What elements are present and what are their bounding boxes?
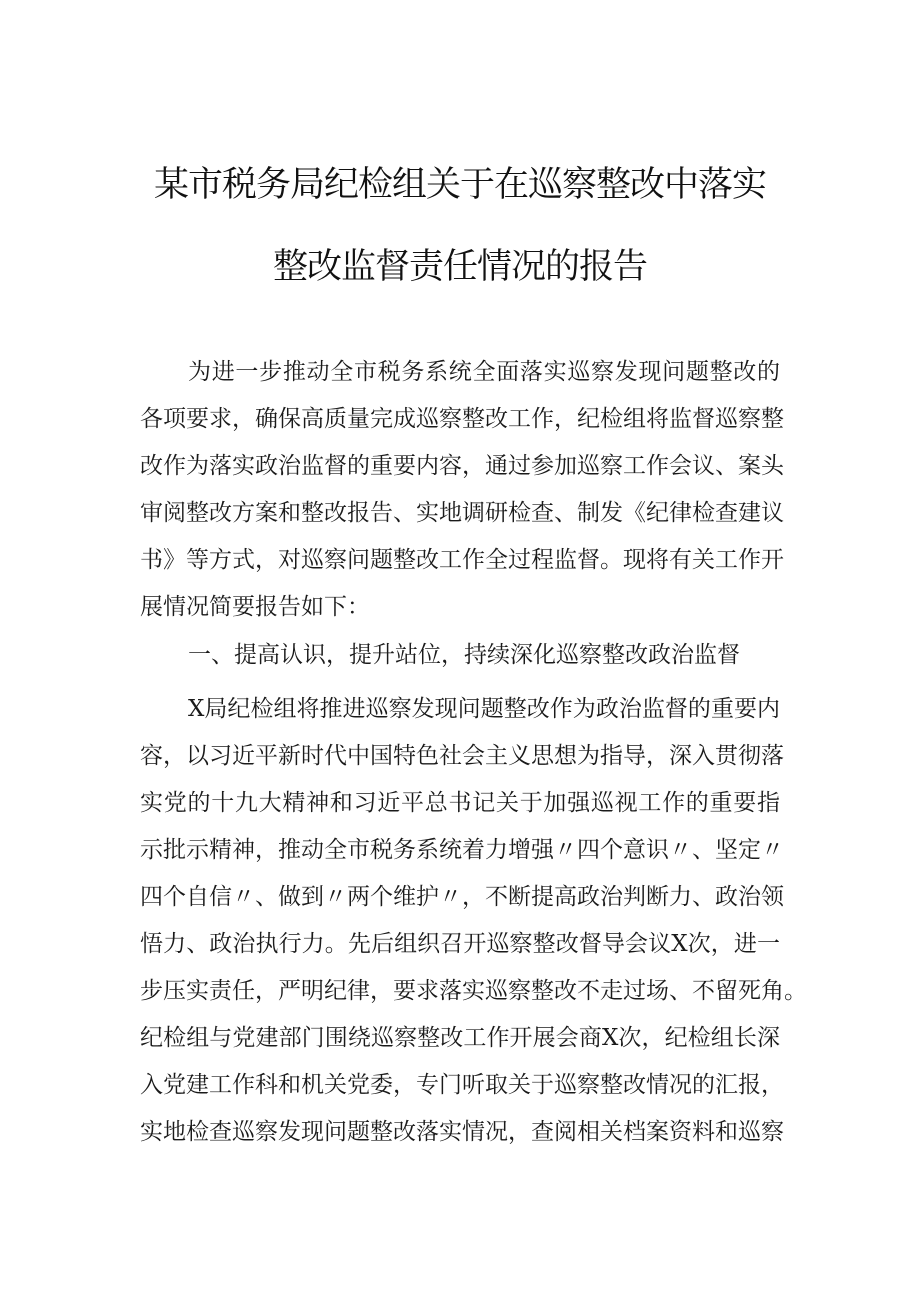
document-title-line-2: 整改监督责任情况的报告: [272, 247, 647, 287]
paragraph-1-line-3: 改作为落实政治监督的重要内容，通过参加巡察工作会议、案头: [140, 453, 784, 479]
paragraph-1-line-6: 展情况简要报告如下：: [140, 594, 370, 620]
paragraph-2-line-8: 纪检组与党建部门围绕巡察整改工作开展会商X次，纪检组长深: [140, 1025, 780, 1051]
paragraph-1-line-2: 各项要求，确保高质量完成巡察整改工作，纪检组将监督巡察整: [140, 406, 784, 432]
paragraph-2-line-3: 实党的十九大精神和习近平总书记关于加强巡视工作的重要指: [140, 790, 780, 816]
paragraph-2-line-9: 入党建工作科和机关党委，专门听取关于巡察整改情况的汇报，: [140, 1072, 784, 1098]
paragraph-2-line-5: 四个自信〃、做到〃两个维护〃，不断提高政治判断力、政治领: [140, 884, 784, 910]
paragraph-2-line-7: 步压实责任，严明纪律，要求落实巡察整改不走过场、不留死角。: [140, 978, 807, 1004]
paragraph-2-line-10: 实地检查巡察发现问题整改落实情况，查阅相关档案资料和巡察: [140, 1119, 784, 1145]
paragraph-1-line-5: 书》等方式，对巡察问题整改工作全过程监督。现将有关工作开: [140, 547, 784, 573]
section-heading-1: 一、提高认识，提升站位，持续深化巡察整改政治监督: [188, 642, 740, 668]
paragraph-1-line-1: 为进一步推动全市税务系统全面落实巡察发现问题整改的: [188, 359, 780, 385]
paragraph-1-line-4: 审阅整改方案和整改报告、实地调研检查、制发《纪律检查建议: [140, 500, 784, 526]
paragraph-2-line-4: 示批示精神，推动全市税务系统着力增强〃四个意识〃、坚定〃: [140, 837, 784, 863]
paragraph-2-line-2: 容，以习近平新时代中国特色社会主义思想为指导，深入贯彻落: [140, 743, 784, 769]
document-title-line-1: 某市税务局纪检组关于在巡察整改中落实: [153, 165, 766, 205]
paragraph-2-line-6: 悟力、政治执行力。先后组织召开巡察整改督导会议X次，进一: [140, 931, 780, 957]
paragraph-2-line-1: X局纪检组将推进巡察发现问题整改作为政治监督的重要内: [188, 696, 780, 722]
